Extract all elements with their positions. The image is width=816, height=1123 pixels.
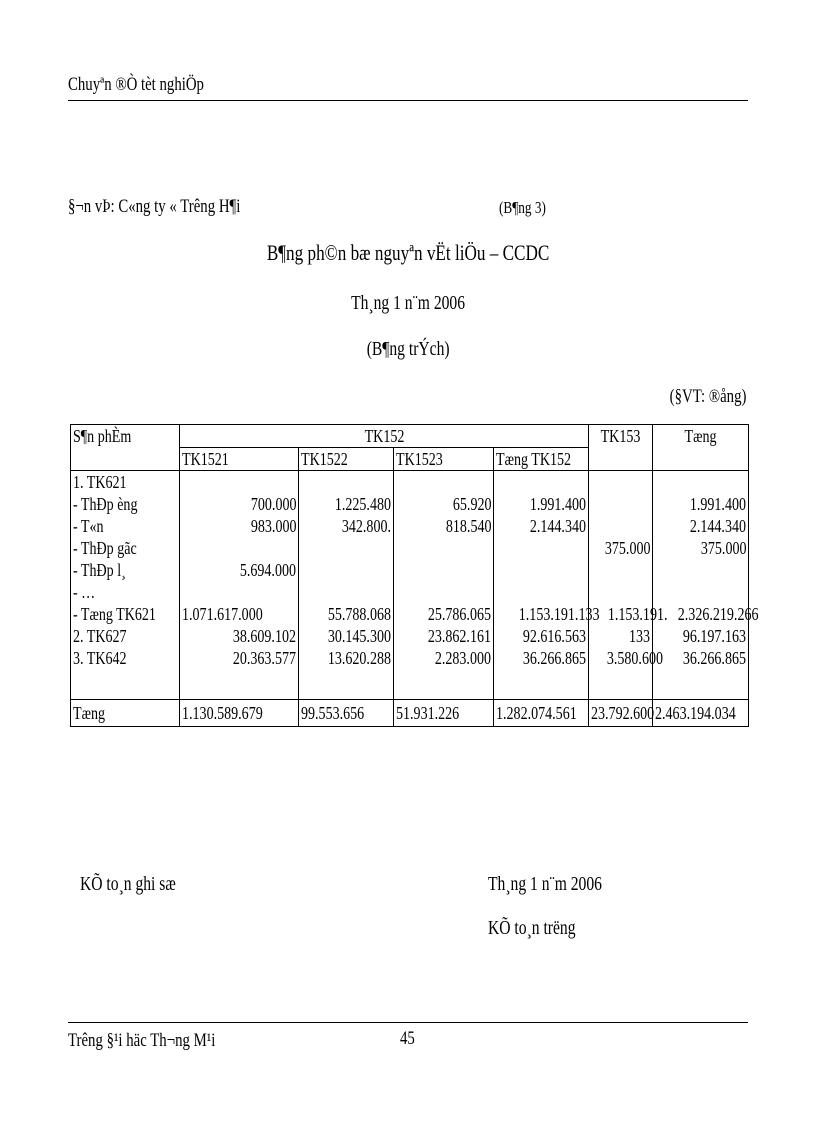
table-row: 1. TK621 xyxy=(71,471,749,494)
unit-name: §¬n vÞ: C«ng ty « Trêng H¶i xyxy=(68,196,241,217)
unit-note: (§VT: ®ång) xyxy=(669,386,746,407)
col-header-tk1523: TK1523 xyxy=(394,448,494,471)
table-row: - ThÐp gãc 375.000 375.000 xyxy=(71,537,749,559)
table-row: - Tæng TK621 1.071.617.000 55.788.068 25.786.065 1.153.191.133 1.153.191. 2.326.219.266 xyxy=(71,603,749,625)
page-number: 45 xyxy=(400,1028,415,1049)
col-header-total-tk152: Tæng TK152 xyxy=(494,448,589,471)
col-header-tk1521: TK1521 xyxy=(180,448,299,471)
excerpt-note: (B¶ng trÝch) xyxy=(366,338,450,360)
allocation-table xyxy=(70,424,759,727)
table-row: - ThÐp l¸ 5.694.000 xyxy=(71,559,749,581)
signature-bookkeeper: KÕ to¸n ghi sæ xyxy=(80,873,176,895)
col-header-total: Tæng xyxy=(653,425,749,471)
signature-date: Th¸ng 1 n¨m 2006 xyxy=(488,873,602,895)
report-month: Th¸ng 1 n¨m 2006 xyxy=(351,292,465,314)
signature-chief-accountant: KÕ to¸n trëng xyxy=(488,917,576,939)
col-header-product: S¶n phÈm xyxy=(71,425,180,471)
col-header-tk152: TK152 xyxy=(180,425,589,448)
table-number: (B¶ng 3) xyxy=(499,198,546,217)
table-total-row: Tæng 1.130.589.679 99.553.656 51.931.226 1.282.074.561 23.792.600 2.463.194.034 xyxy=(71,700,749,727)
col-header-tk1522: TK1522 xyxy=(299,448,394,471)
table-row: - T«n 983.000 342.800. 818.540 2.144.340 2.144.340 xyxy=(71,515,749,537)
header-rule xyxy=(68,100,748,101)
table-row: - … xyxy=(71,581,749,603)
table-spacer-row xyxy=(71,669,749,700)
footer-school: Trêng §¹i häc Th¬ng M¹i xyxy=(68,1030,216,1051)
page-title: B¶ng ph©n bæ nguyªn vËt liÖu – CCDC xyxy=(266,240,550,265)
footer-rule xyxy=(68,1022,748,1023)
table-row: - ThÐp èng 700.000 1.225.480 65.920 1.991.400 1.991.400 xyxy=(71,493,749,515)
document-header: Chuyªn ®Ò tèt nghiÖp xyxy=(68,74,204,95)
table-header-row xyxy=(71,425,749,448)
table-row: 3. TK642 20.363.577 13.620.288 2.283.000 36.266.865 3.580.600 36.266.865 xyxy=(71,647,749,669)
table-row: 2. TK627 38.609.102 30.145.300 23.862.161 92.616.563 133 96.197.163 xyxy=(71,625,749,647)
col-header-tk153: TK153 xyxy=(589,425,653,471)
